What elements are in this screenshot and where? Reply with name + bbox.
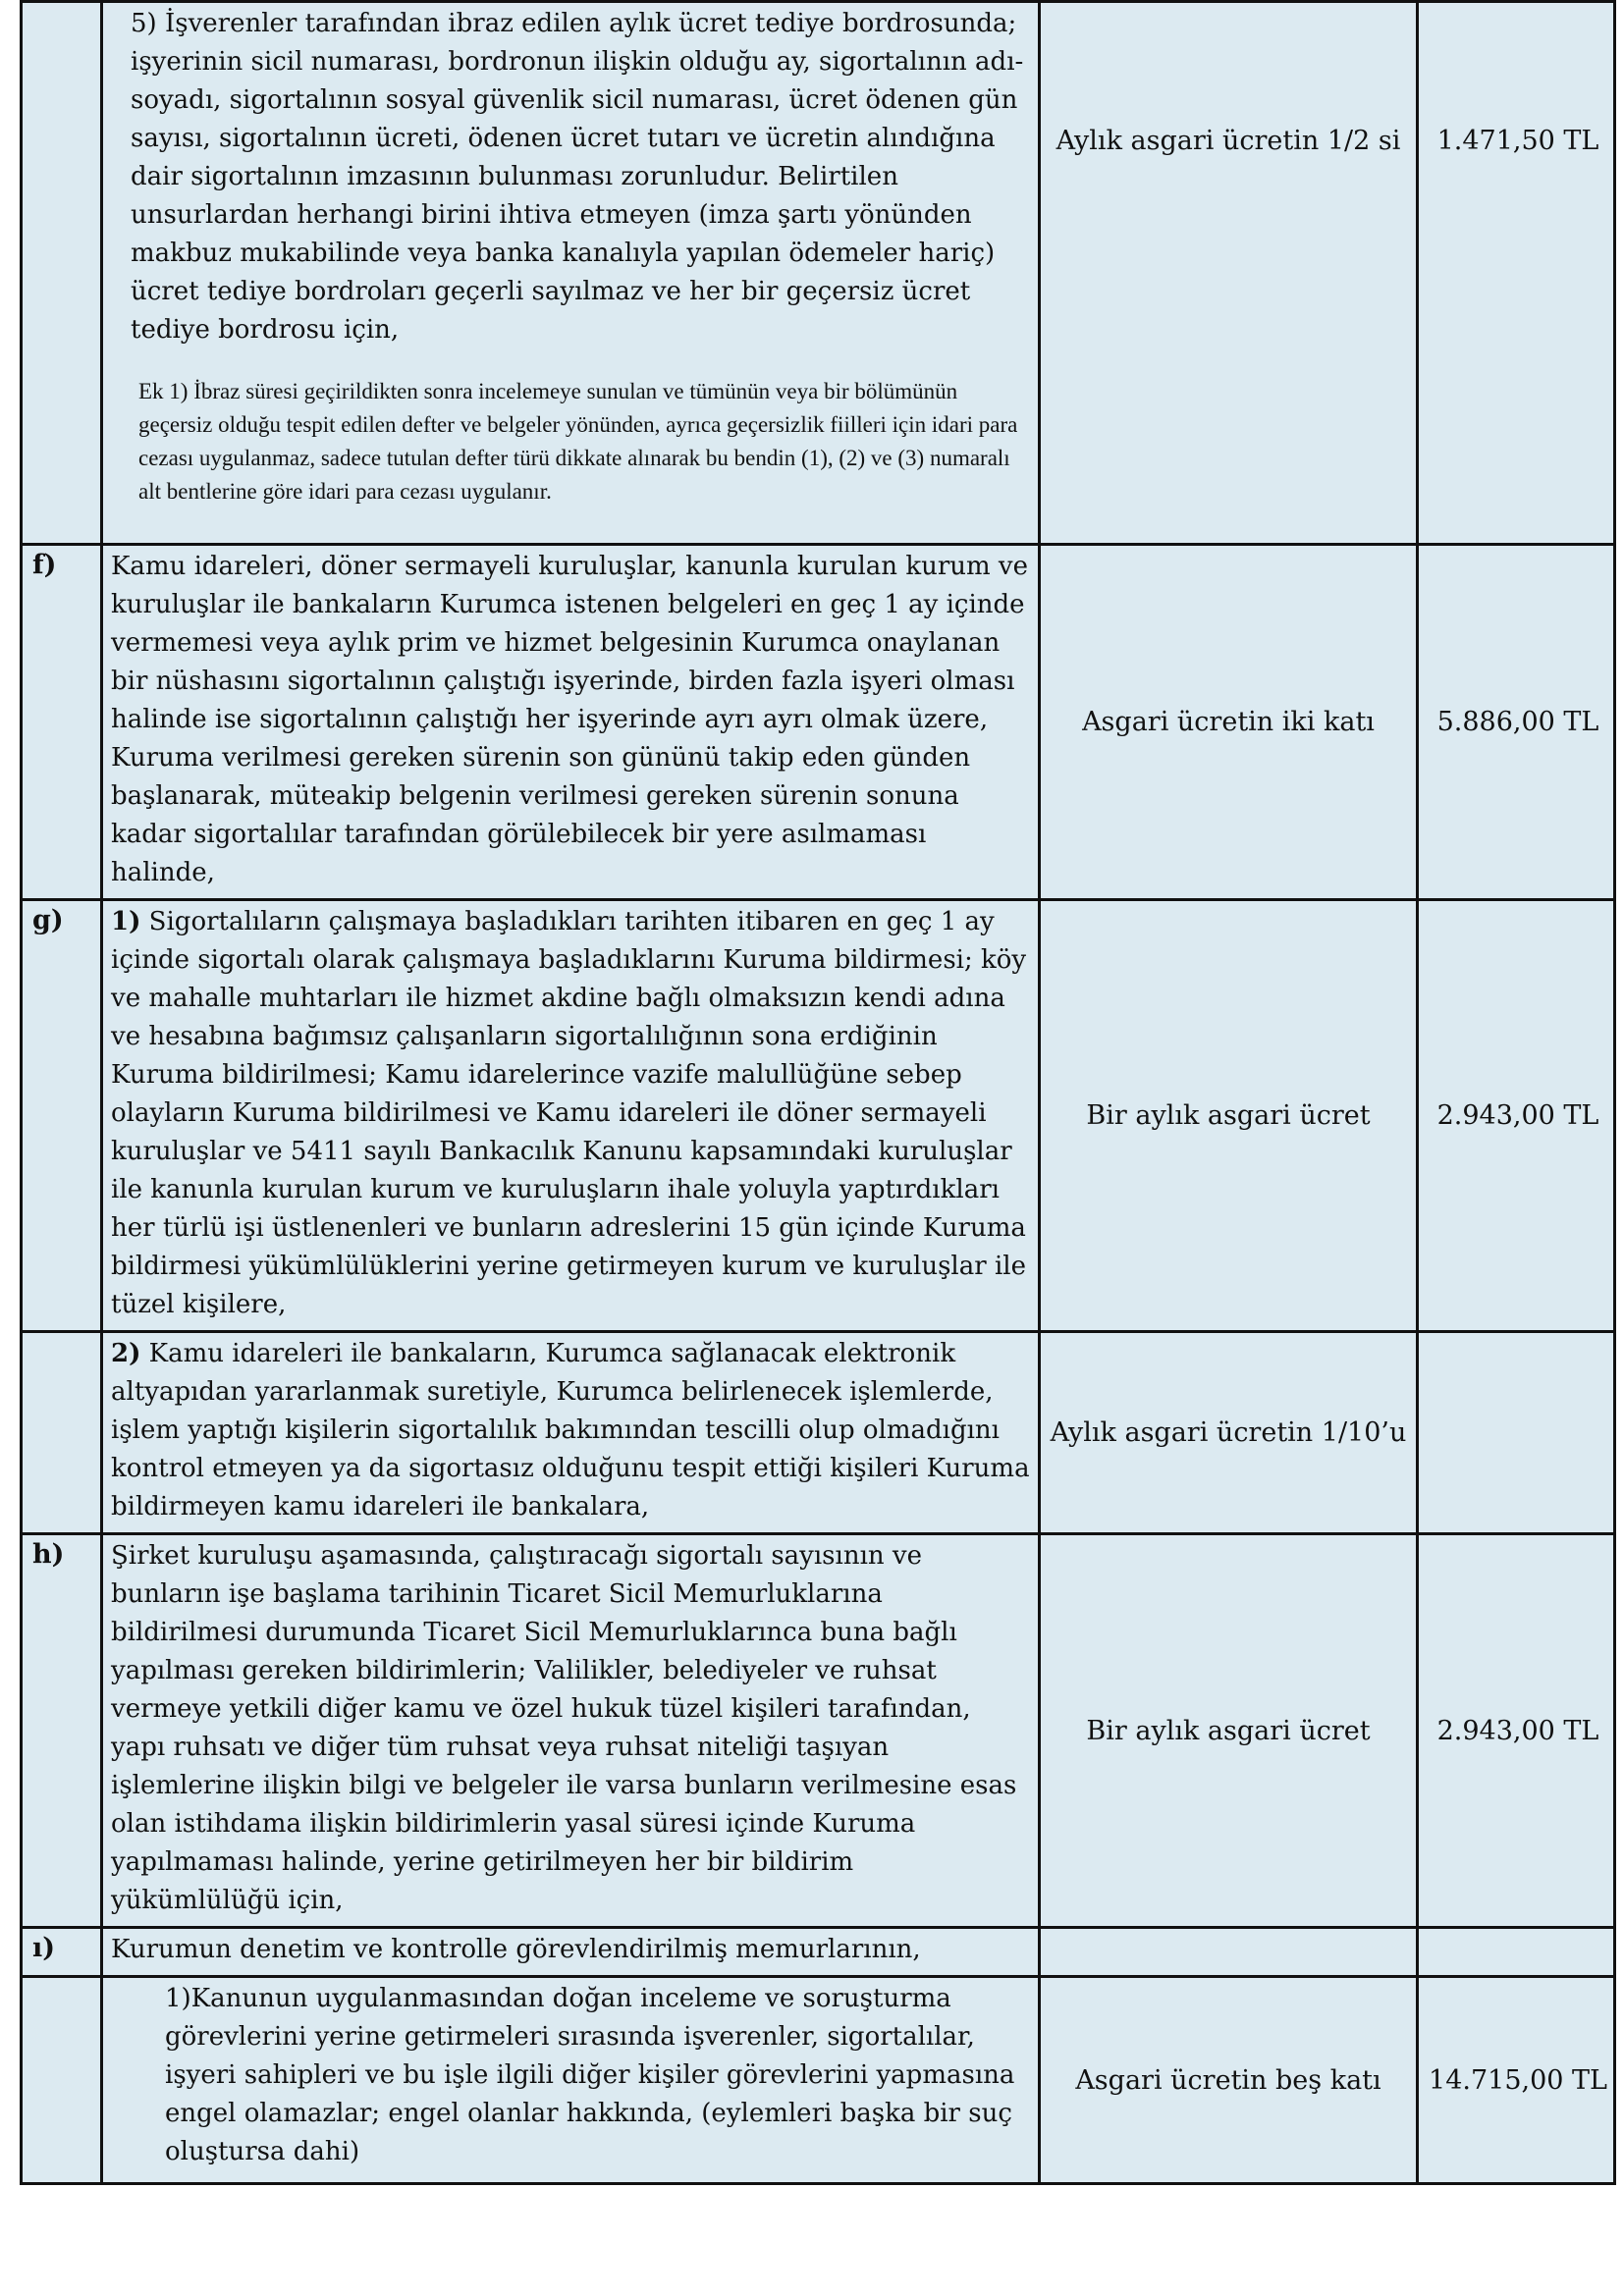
item-description [102,1928,1040,1977]
item-letter: ı) [22,1928,102,1977]
penalty-amount [1418,1928,1615,1977]
penalty-basis: Asgari ücretin beş katı [1040,1977,1418,2184]
item-text [111,903,1030,1324]
item-description [102,1534,1040,1928]
table-row [22,545,1615,900]
item-letter [22,2,102,545]
item-text: 5) İşverenler tarafından ibraz edilen aylık ücret tediye bordrosunda; işyerinin sicil numarası, bordronun ilişkin olduğu ay, sigortalının adı-soyadı, sigortalının sosyal güvenlik sicil numarası, ücret ödenen gün sayısı, sigortalının ücreti, ödenen ücret tutarı ve ücretin alındığına dair sigortalının imzasının bulunması zorunludur. Belirtilen unsurlardan herhangi birini ihtiva etmeyen (imza şartı yönünden makbuz mukabilinde veya banka kanalıyla yapılan ödemeler hariç) ücret tediye bordroları geçerli sayılmaz ve her bir geçersiz ücret tediye bordrosu için, [131,9,1024,345]
item-text [111,1335,1030,1526]
penalty-amount: 14.715,00 TL [1418,1977,1615,2184]
item-letter: f) [22,545,102,900]
penalty-basis: Asgari ücretin iki katı [1040,545,1418,900]
table-row [22,2,1615,545]
item-description [102,1332,1040,1534]
item-text: 1)Kanunun uygulanmasından doğan inceleme ve soruşturma görevlerini yerine getirmeleri sırasında işverenler, sigortalılar, işyeri sahipleri ve bu işle ilgili diğer kişiler görevlerini yapmasına engel olamazlar; engel olanlar hakkında, (eylemleri başka bir suç oluştursa dahi) [165,1984,1015,2166]
subitem-text: Sigortalıların çalışmaya başladıkları tarihten itibaren en geç 1 ay içinde sigortalı olarak çalışmaya başladıklarını Kuruma bildirmesi; köy ve mahalle muhtarları ile hizmet akdine bağlı olmaksızın kendi adına ve hesabına bağımsız çalışanların sigortalılığının sona erdiğinin Kuruma bildirilmesi; Kamu idarelerince vazife malullüğüne sebep olayların Kuruma bildirilmesi ve Kamu idareleri ile döner sermayeli kuruluşlar ve 5411 sayılı Bankacılık Kanunu kapsamındaki kuruluşlar ile kanunla kurulan kurum ve kuruluşların ihale yoluyla yaptırdıkları her türlü işi üstlenenleri ve bunların adreslerini 15 gün içinde Kuruma bildirmesi yükümlülüklerini yerine getirmeyen kurum ve kuruluşlar ile tüzel kişilere, [111,907,1027,1319]
item-description [102,545,1040,900]
penalty-basis: Bir aylık asgari ücret [1040,1534,1418,1928]
table-row [22,1534,1615,1928]
penalty-table [20,0,1616,2185]
table-row [22,1977,1615,2184]
penalty-amount [1418,1332,1615,1534]
table-row [22,1332,1615,1534]
item-letter [22,1332,102,1534]
subitem-number: 1) [111,907,141,936]
item-description [102,1977,1040,2184]
item-description [102,2,1040,545]
item-text: Şirket kuruluşu aşamasında, çalıştıracağı sigortalı sayısının ve bunların işe başlama tarihinin Ticaret Sicil Memurluklarına bildirilmesi durumunda Ticaret Sicil Memurluklarınca buna bağlı yapılması gereken bildirimlerin; Valilikler, belediyeler ve ruhsat vermeye yetkili diğer kamu ve özel hukuk tüzel kişileri tarafından, yapı ruhsatı ve diğer tüm ruhsat veya ruhsat niteliği taşıyan işlemlerine ilişkin bilgi ve belgeler ile varsa bunların verilmesine esas olan istihdama ilişkin bildirimlerin yasal süresi içinde Kuruma yapılmaması halinde, yerine getirilmeyen her bir bildirim yükümlülüğü için, [111,1541,1017,1915]
penalty-basis: Aylık asgari ücretin 1/2 si [1040,2,1418,545]
subitem-text: Kamu idareleri ile bankaların, Kurumca sağlanacak elektronik altyapıdan yararlanmak suretiyle, Kurumca belirlenecek işlemlerde, işlem yaptığı kişilerin sigortalılık bakımından tescilli olup olmadığını kontrol etmeyen ya da sigortasız olduğunu tespit ettiği kişileri Kuruma bildirmeyen kamu idareleri ile bankalara, [111,1339,1030,1522]
table-row [22,900,1615,1332]
subitem-number: 2) [111,1339,141,1368]
penalty-amount: 1.471,50 TL [1418,2,1615,545]
penalty-amount: 2.943,00 TL [1418,1534,1615,1928]
item-note: Ek 1) İbraz süresi geçirildikten sonra incelemeye sunulan ve tümünün veya bir bölümünün geçersiz olduğu tespit edilen defter ve belgeler yönünden, ayrıca geçersizlik fiilleri için idari para cezası uygulanmaz, sadece tutulan defter türü dikkate alınarak bu bendin (1), (2) ve (3) numaralı alt bentlerine göre idari para cezası uygulanır. [138,379,1018,504]
item-text: Kamu idareleri, döner sermayeli kuruluşlar, kanunla kurulan kurum ve kuruluşlar ile bankaların Kurumca istenen belgeleri en geç 1 ay içinde vermemesi veya aylık prim ve hizmet belgesinin Kurumca onaylanan bir nüshasını sigortalının çalıştığı işyerinde, birden fazla işyeri olması halinde ise sigortalının çalıştığı her işyerinde ayrı ayrı olmak üzere, Kuruma verilmesi gereken sürenin son gününü takip eden günden başlanarak, müteakip belgenin verilmesi gereken sürenin sonuna kadar sigortalılar tarafından görülebilecek bir yere asılmaması halinde, [111,552,1028,887]
penalty-basis [1040,1928,1418,1977]
penalty-basis: Bir aylık asgari ücret [1040,900,1418,1332]
table-row [22,1928,1615,1977]
item-letter [22,1977,102,2184]
item-description [102,900,1040,1332]
item-letter: h) [22,1534,102,1928]
penalty-basis: Aylık asgari ücretin 1/10’u [1040,1332,1418,1534]
item-text: Kurumun denetim ve kontrolle görevlendirilmiş memurlarının, [111,1935,921,1964]
item-letter: g) [22,900,102,1332]
penalty-amount: 5.886,00 TL [1418,545,1615,900]
penalty-amount: 2.943,00 TL [1418,900,1615,1332]
